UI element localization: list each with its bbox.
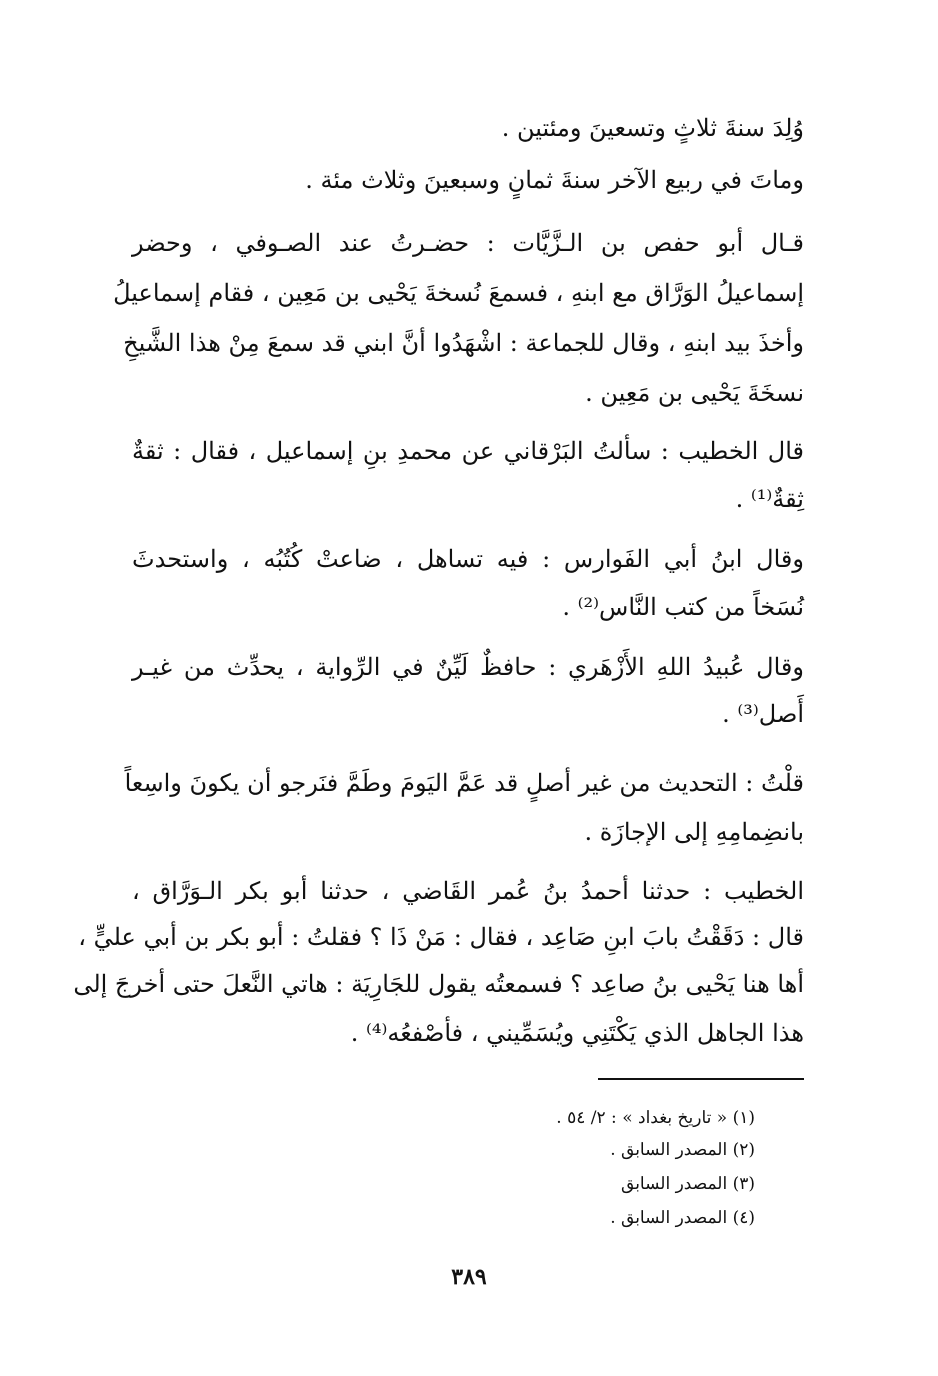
text-line-7: قال الخطيب : سألتُ البَرْقاني عن محمدِ بنِ إسماعيل ، فقال : ثقةٌ (132, 437, 804, 465)
text-line-17: أها هنا يَحْيى بنُ صاعِد ؟ فسمعتُه يقول للجَارِيَة : هاتي النَّعلَ حتى أخرجَ إلى (73, 970, 804, 998)
text-line-18: هذا الجاهل الذي يَكْتَنِي ويُسَمِّيني ، فأصْفعُه⁽⁴⁾ . (350, 1019, 804, 1047)
footnote-separator (598, 1078, 804, 1080)
page-number: ٣٨٩ (451, 1264, 487, 1290)
text-line-2: وماتَ في ربيع الآخر سنةَ ثمانٍ وسبعينَ وثلاث مئة . (305, 166, 804, 194)
text-line-10: نُسَخاً من كتب النَّاس⁽²⁾ . (562, 593, 804, 621)
footnote-4: (٤) المصدر السابق . (610, 1208, 755, 1228)
text-line-14: بانضِمامِهِ إلى الإجازَة . (584, 818, 804, 846)
text-line-8: ثِقةٌ⁽¹⁾ . (735, 485, 804, 513)
text-line-1: وُلِدَ سنةَ ثلاثٍ وتسعينَ ومئتين . (501, 114, 804, 142)
text-line-11: وقال عُبيدُ اللهِ الأَزْهَري : حافظٌ لَيِّنٌ في الرِّواية ، يحدِّث من غيـر (132, 653, 804, 681)
footnote-1: (١) « تاريخ بغداد » : ٢/ ٥٤ . (556, 1108, 755, 1128)
text-line-12: أَصل⁽³⁾ . (722, 700, 804, 728)
text-line-6: نسخَةَ يَحْيى بن مَعِين . (585, 379, 804, 407)
text-line-4: إسماعيلُ الوَرَّاق مع ابنهِ ، فسمعَ نُسخةَ يَحْيى بن مَعِين ، فقام إسماعيلُ (113, 279, 804, 307)
text-line-5: وأخذَ بيد ابنهِ ، وقال للجماعة : اشْهَدُوا أنَّ ابني قد سمعَ مِنْ هذا الشَّيخِ (123, 329, 804, 357)
footnote-3: (٣) المصدر السابق (621, 1174, 755, 1194)
text-line-13: قلْتُ : التحديث من غير أصلٍ قد عَمَّ اليَومَ وطَمَّ فنَرجو أن يكونَ واسِعاً (124, 769, 804, 797)
text-line-3: قـال أبو حفص بن الـزَّيَّات : حضـرتُ عند الصـوفي ، وحضر (132, 229, 804, 257)
text-line-16: قال : دَقَقْتُ بابَ ابنِ صَاعِد ، فقال : مَنْ ذَا ؟ فقلتُ : أبو بكر بن أبي عليٍّ ، (78, 923, 804, 951)
text-line-9: وقال ابنُ أبي الفَوارس : فيه تساهل ، ضاعتْ كُتُبُه ، واستحدثَ (132, 545, 804, 573)
text-line-15: الخطيب : حدثنا أحمدُ بنُ عُمر القَاضي ، حدثنا أبو بكر الـوَرَّاق ، (132, 877, 804, 905)
footnote-2: (٢) المصدر السابق . (610, 1140, 755, 1160)
